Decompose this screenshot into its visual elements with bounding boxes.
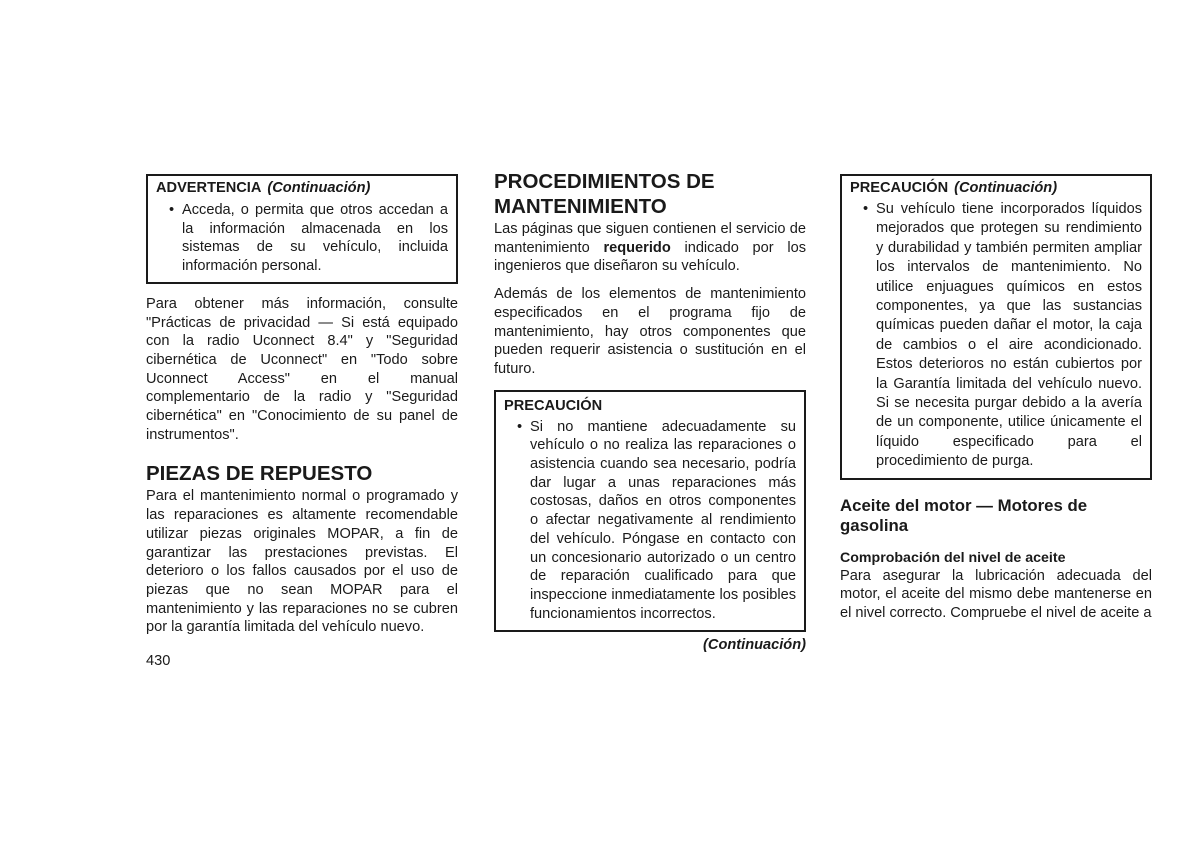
caution-continued-bullet-text: Su vehículo tiene incorporados líquidos mejorados que protegen su rendimiento y durabilidad y también permiten ampliar los intervalos de mantenimiento. No utilice enjuagues químicos en estos componentes, ya que las sustancias químicas pueden dañar el motor, la caja de cambios o el aire acondicionado. Estos deterioros no están cubiertos por la Garantía limitada del vehículo nuevo. Si se necesita purgar debido a la avería de un componente, utilice únicamente el líquido especificado para el procedimiento de purga. <box>876 201 1142 470</box>
caution-box-title: PRECAUCIÓN <box>504 397 603 414</box>
heading-line-1: PROCEDIMIENTOS DE <box>494 170 715 193</box>
intro-text-bold: requerido <box>603 239 671 256</box>
continuation-note: (Continuación) <box>703 637 806 654</box>
warning-bullet <box>156 201 448 276</box>
bullet-dot: • <box>863 201 869 217</box>
warning-box <box>146 174 458 284</box>
intro-text-before: Las páginas que siguen contienen el servicio de mantenimiento <box>494 221 806 256</box>
bullet-dot: • <box>169 202 175 218</box>
column-left <box>146 174 458 637</box>
engine-oil-heading: Aceite del motor — Motores de gasolina <box>840 495 1088 535</box>
caution-title-label: PRECAUCIÓN <box>850 180 949 196</box>
warning-title-label: ADVERTENCIA <box>156 180 262 196</box>
maintenance-additional-paragraph: Además de los elementos de mantenimiento especificados en el programa fijo de mantenimiento, hay otros componentes que pueden requerir asistencia o sustitución en el futuro. <box>494 286 806 377</box>
caution-continued-box <box>840 174 1152 480</box>
replacement-parts-paragraph: Para el mantenimiento normal o programado y las reparaciones es altamente recomendable utilizar piezas originales MOPAR, a fin de garantizar las prestaciones previstas. El deterioro o los fallos causados por el uso de piezas que no sean MOPAR para el mantenimiento y las reparaciones no se cubren por la garantía limitada del vehículo nuevo. <box>146 488 458 636</box>
caution-bullet-text: Si no mantiene adecuadamente su vehículo o no realiza las reparaciones o asistencia cuando sea necesario, podría dar lugar a unas reparaciones más costosas, daños en otros componentes o afectar negativamente al rendimiento del vehículo. Póngase en contacto con un concesionario autorizado o un centro de reparación cualificado para que inspeccione inmediatamente los posibles funcionamientos incorrectos. <box>530 418 796 622</box>
privacy-paragraph: Para obtener más información, consulte "Prácticas de privacidad — Si está equipado con la radio Uconnect 8.4" y "Seguridad cibernética de Uconnect" en "Todo sobre Uconnect Access" en el manual complementario de la radio y "Seguridad cibernética" en "Conocimiento de su panel de instrumentos". <box>146 295 458 443</box>
caution-continued-bullet <box>850 200 1142 472</box>
warning-bullet-text: Acceda, o permita que otros accedan a la información almacenada en los sistemas de su vehículo, incluida información personal. <box>182 202 448 275</box>
replacement-parts-heading: PIEZAS DE REPUESTO <box>146 462 373 486</box>
warning-title-continuation: (Continuación) <box>267 180 371 196</box>
maintenance-procedures-heading <box>494 169 806 219</box>
page-number: 430 <box>146 653 171 669</box>
column-middle <box>494 169 806 653</box>
maintenance-intro-paragraph <box>494 220 806 276</box>
oil-level-check-subheading: Comprobación del nivel de aceite <box>840 549 1066 566</box>
caution-title-continuation: (Continuación) <box>954 180 1058 196</box>
bullet-dot: • <box>517 418 523 435</box>
intro-text-after: indicado por los ingenieros que diseñaron su vehículo. <box>494 239 806 275</box>
caution-box <box>494 390 806 633</box>
caution-bullet <box>504 418 796 624</box>
column-right <box>840 174 1152 623</box>
heading-line-2: MANTENIMIENTO <box>494 195 667 218</box>
warning-box-title <box>156 179 448 197</box>
oil-level-paragraph: Para asegurar la lubricación adecuada del motor, el aceite del mismo debe mantenerse en el nivel correcto. Compruebe el nivel de aceite a <box>840 567 1152 622</box>
caution-continued-title <box>850 179 1142 197</box>
